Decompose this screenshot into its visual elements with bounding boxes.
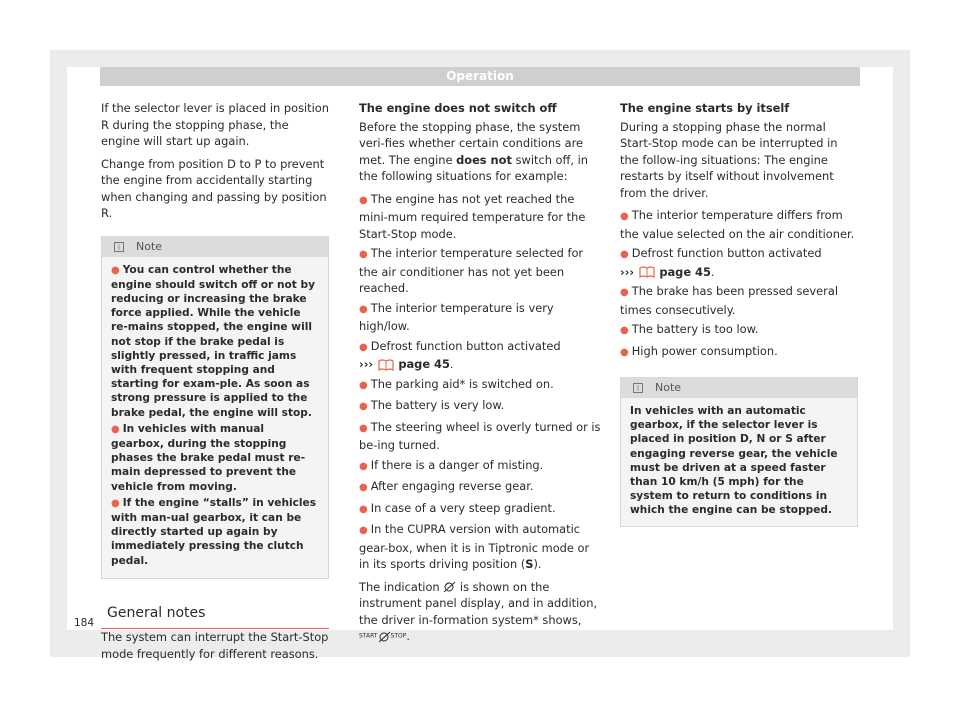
section-body: The system can interrupt the Start-Stop mode frequently for different reasons. [101, 630, 329, 661]
bullet-icon: ● [620, 211, 629, 222]
bullet-icon: ● [359, 460, 368, 472]
info-icon: i [114, 242, 124, 252]
list-item: ● The steering wheel is overly turned or is be-ing turned. [359, 419, 601, 452]
start-stop-icon [443, 581, 456, 593]
bullet-icon: ● [359, 401, 368, 412]
note-body: In vehicles with an automatic gearbox, if the selector lever is placed in position D, N or S after engaging reverse gear, the vehicle must be driven at a speed faster than 10 km/h (5 mph) for the system to return to conditions in which the engine can be stopped. [630, 405, 838, 517]
bullet-icon: ● [359, 249, 368, 260]
note-label: Note [136, 239, 163, 253]
bullet-icon: ● [111, 423, 120, 435]
column-2 [359, 100, 602, 651]
column-1 [101, 100, 329, 668]
list-item: ● In the CUPRA version with automatic gear-box, when it is in Tiptronic mode or in its sports driving position (S). [359, 522, 590, 571]
paragraph: The indication is shown on the instrument panel display, and in addition, the driver in-formation system* shows, START STOP. [359, 579, 598, 643]
page-reference-link[interactable]: ››› page 45. [359, 357, 454, 371]
note-header [621, 378, 857, 398]
note-box [101, 236, 329, 579]
chevron-right-icon: ››› [359, 357, 374, 371]
section-heading: The engine starts by itself [620, 101, 790, 115]
paragraph: During a stopping phase the normal Start-Stop mode can be interrupted in the follow-ing situations: The engine restarts by itself without involvement from the driver. [620, 119, 838, 200]
bullet-icon: ● [359, 422, 368, 434]
note-header [102, 237, 328, 257]
paragraph: Change from position D to P to prevent the engine from accidentally starting when changing and passing by position R. [101, 156, 327, 220]
paragraph: If the selector lever is placed in position R during the stopping phase, the engine will start up again. [101, 101, 329, 148]
bullet-icon: ● [359, 379, 368, 391]
list-item: ● If there is a danger of misting. [359, 457, 544, 472]
list-item: ● The interior temperature is very high/low. [359, 300, 554, 333]
bullet-icon: ● [620, 287, 629, 298]
chevron-right-icon: ››› [620, 264, 635, 279]
list-item: ● After engaging reverse gear. [359, 479, 534, 493]
note-item: ● In vehicles with manual gearbox, during the stopping phases the brake pedal must re-main depressed to prevent the vehicle from moving. [111, 422, 306, 493]
note-item: ● You can control whether the engine should switch off or not by reducing or increasing the brake force applied. While the vehicle re-mains stopped, the engine will not stop if the brake pedal is slightly pressed, in traffic jams with frequent stopping and starting for exam-ple. As soon as strong pressure is applied to the brake pedal, the engine will stop. [111, 263, 316, 419]
note-box [620, 377, 858, 527]
list-item: ● The brake has been pressed several times consecutively. [620, 284, 839, 317]
bullet-icon: ● [359, 341, 368, 353]
list-item: ● The interior temperature selected for the air conditioner has not yet been reached. [359, 246, 584, 295]
start-stop-icon [378, 631, 391, 643]
bullet-icon: ● [359, 525, 368, 536]
note-label: Note [655, 381, 682, 394]
list-item: ● The battery is very low. [359, 398, 505, 412]
bullet-icon: ● [620, 249, 629, 260]
bullet-icon: ● [111, 264, 120, 276]
bullet-icon: ● [359, 303, 368, 315]
note-body [102, 257, 328, 578]
bullet-icon: ● [359, 194, 368, 206]
note-item: ● If the engine “stalls” in vehicles with man-ual gearbox, it can be directly started up again by immediately pressing the clutch pedal. [111, 496, 317, 567]
info-icon: i [633, 383, 643, 393]
list-item: ● High power consumption. [620, 343, 778, 358]
list-item: ● The engine has not yet reached the mini-mum required temperature for the Start-Stop mode. [359, 191, 586, 241]
bullet-icon: ● [620, 346, 629, 358]
bullet-icon: ● [620, 325, 629, 336]
list-item: ● The interior temperature differs from the value selected on the air conditioner. [620, 208, 855, 241]
page-number: 184 [74, 617, 95, 629]
list-item: ● In case of a very steep gradient. [359, 500, 556, 515]
book-icon [377, 359, 395, 371]
book-icon [638, 266, 656, 278]
paragraph: Before the stopping phase, the system veri-fies whether certain conditions are met. The engine does not switch off, in the following situations for example: [359, 119, 588, 183]
start-label: START [359, 632, 378, 640]
header-title: Operation [446, 69, 514, 83]
list-item: ● Defrost function button activated ››› page 45. [620, 246, 822, 279]
stop-label: STOP [390, 632, 407, 640]
bullet-icon: ● [359, 482, 368, 493]
bullet-icon: ● [111, 497, 120, 509]
page-reference-link[interactable]: ››› page 45. [620, 264, 715, 279]
list-item: ● The parking aid* is switched on. [359, 376, 554, 391]
bullet-icon: ● [359, 503, 368, 515]
section-heading: The engine does not switch off [359, 101, 557, 115]
column-3 [620, 100, 858, 527]
section-title: General notes [101, 605, 329, 630]
list-item: ● Defrost function button activated ››› page 45. [359, 338, 561, 371]
list-item: ● The battery is too low. [620, 322, 759, 336]
